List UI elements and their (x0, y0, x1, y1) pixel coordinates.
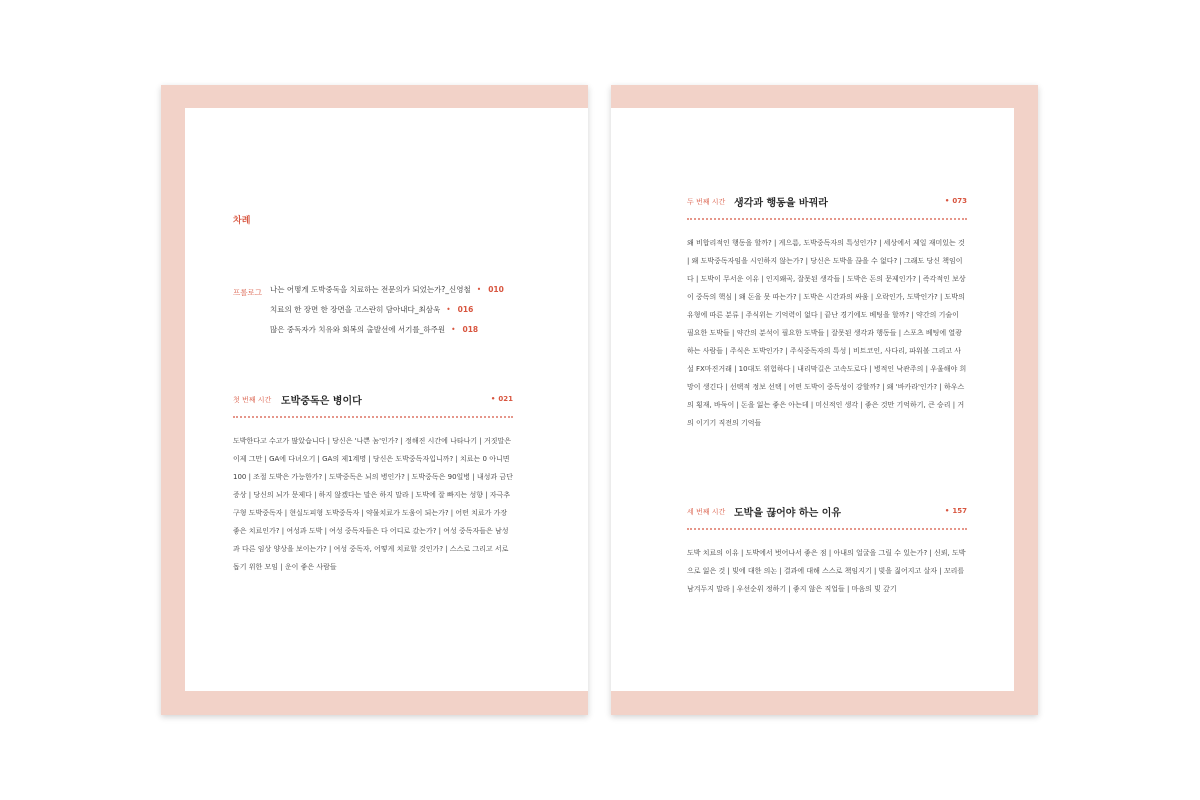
prologue-item (270, 280, 504, 300)
prologue-item-page: 010 (488, 285, 504, 294)
prologue-item-text: 나는 어떻게 도박중독을 치료하는 전문의가 되었는가?_신영철 (270, 285, 471, 294)
chapter-divider (687, 218, 967, 220)
chapter-page-number: • 073 (944, 197, 967, 205)
bullet-dot: • (476, 285, 482, 294)
chapter-one (233, 392, 513, 576)
chapter-three (687, 504, 967, 598)
chapter-two (687, 194, 967, 432)
prologue-item-text: 치료의 한 장면 한 장면을 고스란히 담아내다_최삼욱 (270, 305, 441, 314)
left-page-content (185, 108, 588, 691)
chapter-label: 두 번째 시간 (687, 198, 726, 206)
chapter-label: 세 번째 시간 (687, 508, 726, 516)
chapter-title: 도박을 끊어야 하는 이유 (734, 508, 842, 519)
prologue-item-page: 018 (462, 325, 479, 334)
chapter-body: 왜 비합리적인 행동을 할까? | 게으름, 도박중독자의 특성인가? | 세상에서 제일 재미있는 것 | 왜 도박중독자임을 시인하지 않는가? | 당신은 도박을 끊을 수 없다? | 그래도 당신 책임이다 | 도박이 무서운 이유 | 인지왜곡, 잘못된 생각들 | 도박은 돈의 문제인가? | 즉각적인 보상이 중독의 핵심 | 왜 돈을 못 따는가? | 도박은 시간과의 싸움 | 오락인가, 도박인가? | 도박의 유형에 따른 분류 | 주식위는 기억력이 없다 | 끝난 경기에도 베팅을 할까? | 약간의 기술이 필요한 도박들 | 약간의 분석이 필요한 도박들 | 잘못된 생각과 행동들 | 스포츠 베팅에 열광하는 사람들 | 주식은 도박인가? | 주식중독자의 특성 | 비트코인, 사다리, 파워볼 그리고 사설 FX마진거래 | 10대도 위험하다 | 내리막길은 고속도로다 | 병적인 낙관주의 | 우울해야 희망이 생긴다 | 선택적 정보 선택 | 어떤 도박이 중독성이 강할까? | 왜 '바카라'인가? | 하우스의 횡재, 바둑이 | 돈을 잃는 좋은 아는데 | 미신적인 생각 | 좋은 것만 기억하기, 큰 승리 | 거의 이기기 직전의 기억들 (687, 239, 967, 427)
right-page-content (611, 108, 1014, 691)
chapter-header (687, 194, 967, 212)
bullet-dot: • (451, 325, 456, 334)
chapter-title: 도박중독은 병이다 (281, 396, 362, 407)
bullet-dot: • (944, 507, 950, 515)
prologue-item (270, 300, 504, 320)
chapter-label: 첫 번째 시간 (233, 396, 272, 404)
chapter-body: 도박한다고 수고가 많았습니다 | 당신은 '나쁜 놈'인가? | 정해진 시간에 나타나기 | 거짓말은 이제 그만 | GA에 다녀오기 | GA의 제1계명 | 당신은 도박중독자입니까? | 치료는 0 아니면 100 | 조절 도박은 가능한가? | 도박중독은 뇌의 병인가? | 도박중독은 90일병 | 내성과 금단증상 | 당신의 뇌가 문제다 | 하지 않겠다는 말은 하지 말라 | 도박에 잘 빠지는 성향 | 자극추구형 도박중독자 | 현실도피형 도박중독자 | 약물치료가 도움이 되는가? | 어떤 치료가 가장 좋은 치료인가? | 여성과 도박 | 여성 중독자들은 다 어디로 갔는가? | 여성 중독자들은 남성과 다른 임상 양상을 보이는가? | 여성 중독자, 어떻게 치료할 것인가? | 스스로 그리고 서로 돕기 위한 모임 | 운이 좋은 사람들 (233, 437, 513, 571)
bullet-dot: • (490, 395, 496, 403)
prologue-list (270, 280, 504, 340)
bullet-dot: • (944, 197, 950, 205)
chapter-divider (687, 528, 967, 530)
prologue-label: 프롤로그 (233, 288, 262, 297)
prologue-item (270, 320, 504, 340)
chapter-title: 생각과 행동을 바꿔라 (734, 198, 828, 209)
chapter-header (233, 392, 513, 410)
chapter-page-number: • 021 (490, 395, 513, 403)
right-page (611, 85, 1038, 715)
left-page (161, 85, 588, 715)
toc-heading: 차례 (233, 216, 251, 226)
chapter-divider (233, 416, 513, 418)
chapter-body: 도박 치료의 이유 | 도박에서 벗어나서 좋은 점 | 아내의 얼굴을 그릴 수 있는가? | 신뢰, 도박으로 잃은 것 | 빚에 대한 의논 | 결과에 대해 스스로 책임지기 | 빚을 짊어지고 살자 | 꼬리를 남겨두지 말라 | 우선순위 정하기 | 좋지 않은 직업들 | 마음의 빚 갚기 (687, 549, 966, 593)
prologue-item-text: 많은 중독자가 치유와 회복의 출발선에 서기를_하주원 (270, 325, 446, 334)
prologue-item-page: 016 (457, 305, 474, 314)
chapter-page-number: • 157 (944, 507, 967, 515)
bullet-dot: • (446, 305, 451, 314)
chapter-header (687, 504, 967, 522)
